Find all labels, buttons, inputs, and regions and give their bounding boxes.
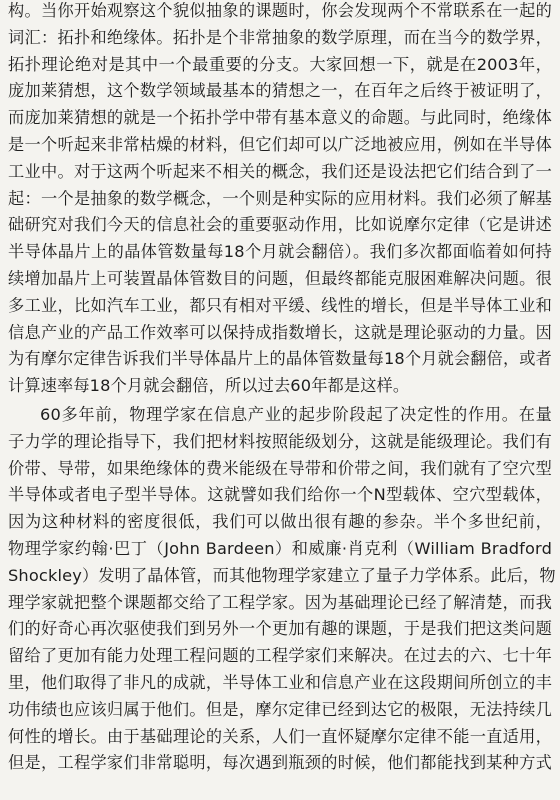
text-line: 础研究对我们今天的信息社会的重要驱动作用，比如说摩尔定律（它是讲述 xyxy=(8,215,552,235)
text-line: 是一个听起来非常枯燥的材料，但它们却可以广泛地被应用，例如在半导体 xyxy=(8,135,552,154)
text-line: 续增加晶片上可装置晶体管数目的问题，但最终都能克服困难解决问题。很 xyxy=(8,269,552,288)
text-line: 留给了更加有能力处理工程问题的工程学家们来解决。在过去的六、七十年 xyxy=(8,646,552,666)
text-line: 计算速率每18个月就会翻倍，所以过去60年都是这样。 xyxy=(8,376,410,396)
text-line: 功伟绩也应该归属于他们。但是，摩尔定律已经到达它的极限，无法持续几 xyxy=(8,699,552,719)
text-line: 理学家就把整个课题都交给了工程学家。因为基础理论已经了解清楚，而我 xyxy=(8,592,552,612)
text-line: 工业中。对于这两个听起来不相关的概念，我们还是设法把它们结合到了一 xyxy=(8,161,552,181)
text-line: 半导体或者电子型半导体。这就譬如我们给你一个N型载体、空穴型载体， xyxy=(8,485,552,505)
text-line: 因为这种材料的密度很低，我们可以做出很有趣的参杂。半个多世纪前， xyxy=(8,512,552,532)
text-line: 多工业，比如汽车工业，都只有相对平缓、线性的增长，但是半导体工业和 xyxy=(8,295,552,315)
text-line: 信息产业的产品工作效率可以保持成指数增长，这就是理论驱动的力量。因 xyxy=(8,322,552,342)
text-line: 物理学家约翰·巴丁（John Bardeen）和威廉·肖克利（William Bradford xyxy=(8,539,552,558)
text-line: 起：一个是抽象的数学概念，一个则是种实际的应用材料。我们必须了解基 xyxy=(8,188,552,208)
text-line: 子力学的理论指导下，我们把材料按照能级划分，这就是能级理论。我们有 xyxy=(8,431,552,451)
text-line: Shockley）发明了晶体管，而其他物理学家建立了量子力学体系。此后，物 xyxy=(8,565,556,585)
text-line: 60多年前，物理学家在信息产业的起步阶段起了决定性的作用。在量 xyxy=(40,405,552,424)
text-line: 构。当你开始观察这个貌似抽象的课题时，你会发现两个不常联系在一起的 xyxy=(8,1,552,20)
text-line: 为有摩尔定律告诉我们半导体晶片上的晶体管数量每18个月就会翻倍，或者 xyxy=(8,349,552,369)
text-line: 价带、导带，如果绝缘体的费米能级在导带和价带之间，我们就有了空穴型 xyxy=(8,458,552,478)
text-line: 但是，工程学家们非常聪明，每次遇到瓶颈的时候，他们都能找到某种方式 xyxy=(8,753,552,773)
text-line: 拓扑理论绝对是其中一个最重要的分支。大家回想一下，就是在2003年， xyxy=(8,54,552,74)
text-line: 而庞加莱猜想的就是一个拓扑学中带有基本意义的命题。与此同时，绝缘体 xyxy=(8,108,552,128)
text-line: 们的好奇心再次驱使我们到另外一个更加有趣的课题，于是我们把这类问题 xyxy=(8,619,552,639)
text-line: 庞加莱猜想，这个数学领域最基本的猜想之一，在百年之后终于被证明了， xyxy=(8,81,552,101)
text-line: 半导体晶片上的晶体管数量每18个月就会翻倍）。我们多次都面临着如何持 xyxy=(8,242,552,262)
text-line: 词汇：拓扑和绝缘体。拓扑是个非常抽象的数学原理，而在当今的数学界， xyxy=(8,27,552,47)
text-line: 里，他们取得了非凡的成就，半导体工业和信息产业在这段期间所创立的丰 xyxy=(8,673,552,692)
text-line: 何性的增长。由于基础理论的关系，人们一直怀疑摩尔定律不能一直适用， xyxy=(8,726,552,746)
